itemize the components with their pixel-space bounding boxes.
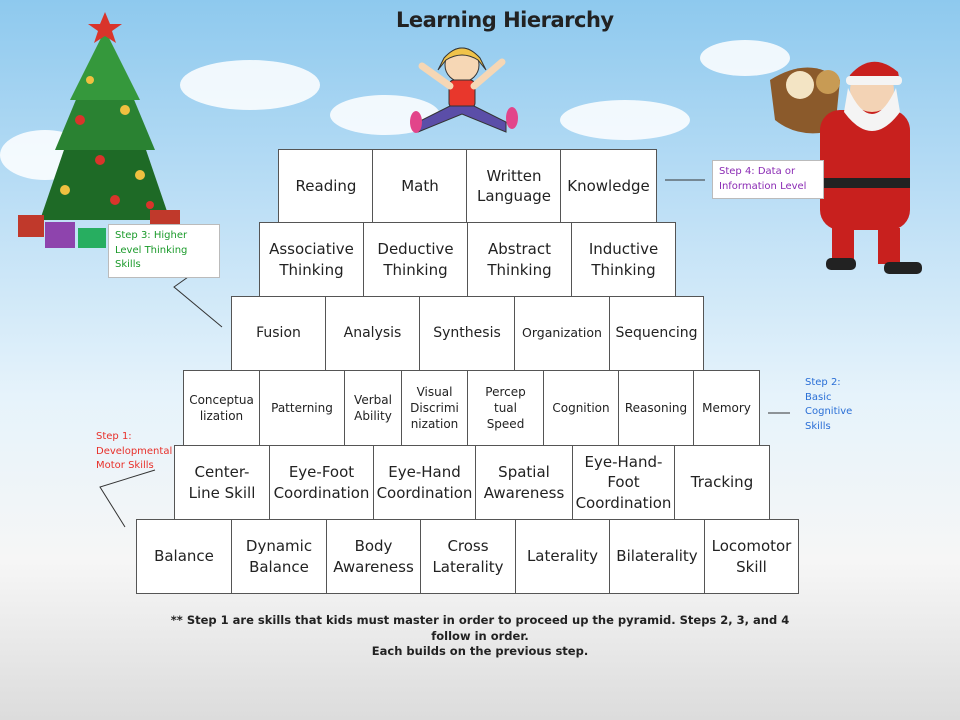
pyramid-cell-math: Math [372, 149, 468, 223]
step-3-label: Step 3: Higher Level Thinking Skills [108, 224, 220, 278]
pyramid-cell-conceptualization: Conceptua lization [183, 370, 260, 446]
pyramid-cell-analysis: Analysis [325, 296, 420, 371]
pyramid-cell-inductive-thinking: Inductive Thinking [571, 222, 676, 297]
pyramid-cell-body-awareness: Body Awareness [326, 519, 421, 594]
pyramid-cell-cognition: Cognition [543, 370, 619, 446]
pyramid-cell-dynamic-balance: Dynamic Balance [231, 519, 327, 594]
step-2-label: Step 2: Basic Cognitive Skills [805, 377, 853, 432]
pyramid-cell-eye-hand-coordination: Eye-Hand Coordination [373, 445, 476, 520]
step-1-label: Step 1: Developmental Motor Skills [96, 431, 173, 471]
christmas-tree-illustration [18, 12, 180, 248]
pyramid-cell-synthesis: Synthesis [419, 296, 515, 371]
pyramid-cell-reading: Reading [278, 149, 374, 223]
pyramid-cell-memory: Memory [693, 370, 760, 446]
page-title: Learning Hierarchy [396, 8, 614, 32]
pyramid-cell-balance: Balance [136, 519, 232, 594]
pyramid-cell-organization: Organization [514, 296, 610, 371]
footnote-line-1: ** Step 1 are skills that kids must master in order to proceed up the pyramid. Steps 2, 3, and 4 follow in order. [170, 613, 790, 643]
pyramid-cell-perceptual-speed: Percep tual Speed [467, 370, 544, 446]
pyramid-cell-knowledge: Knowledge [560, 149, 657, 223]
pyramid-cell-reasoning: Reasoning [618, 370, 694, 446]
pyramid-cell-center-line-skill: Center-Line Skill [174, 445, 270, 520]
pyramid-cell-eye-hand-foot-coordination: Eye-Hand-Foot Coordination [572, 445, 675, 520]
footnote-line-2: Each builds on the previous step. [371, 644, 589, 659]
pyramid-cell-abstract-thinking: Abstract Thinking [467, 222, 572, 297]
pyramid-cell-visual-discrimination: Visual Discrimi nization [401, 370, 468, 446]
pyramid-cell-associative-thinking: Associative Thinking [259, 222, 364, 297]
pyramid-cell-tracking: Tracking [674, 445, 770, 520]
jumping-girl-illustration [410, 48, 518, 133]
pyramid-cell-bilaterality: Bilaterality [609, 519, 705, 594]
pyramid-cell-sequencing: Sequencing [609, 296, 704, 371]
pyramid-cell-verbal-ability: Verbal Ability [344, 370, 402, 446]
pyramid-cell-deductive-thinking: Deductive Thinking [363, 222, 468, 297]
pyramid-cell-written-language: Written Language [466, 149, 562, 223]
pyramid-cell-eye-foot-coordination: Eye-Foot Coordination [269, 445, 374, 520]
pyramid-cell-locomotor-skill: Locomotor Skill [704, 519, 799, 594]
pyramid-cell-fusion: Fusion [231, 296, 326, 371]
footnote [150, 613, 810, 660]
pyramid-cell-cross-laterality: Cross Laterality [420, 519, 516, 594]
pyramid-cell-patterning: Patterning [259, 370, 345, 446]
pyramid-cell-spatial-awareness: Spatial Awareness [475, 445, 573, 520]
step-4-label: Step 4: Data or Information Level [712, 160, 824, 199]
pyramid-cell-laterality: Laterality [515, 519, 610, 594]
